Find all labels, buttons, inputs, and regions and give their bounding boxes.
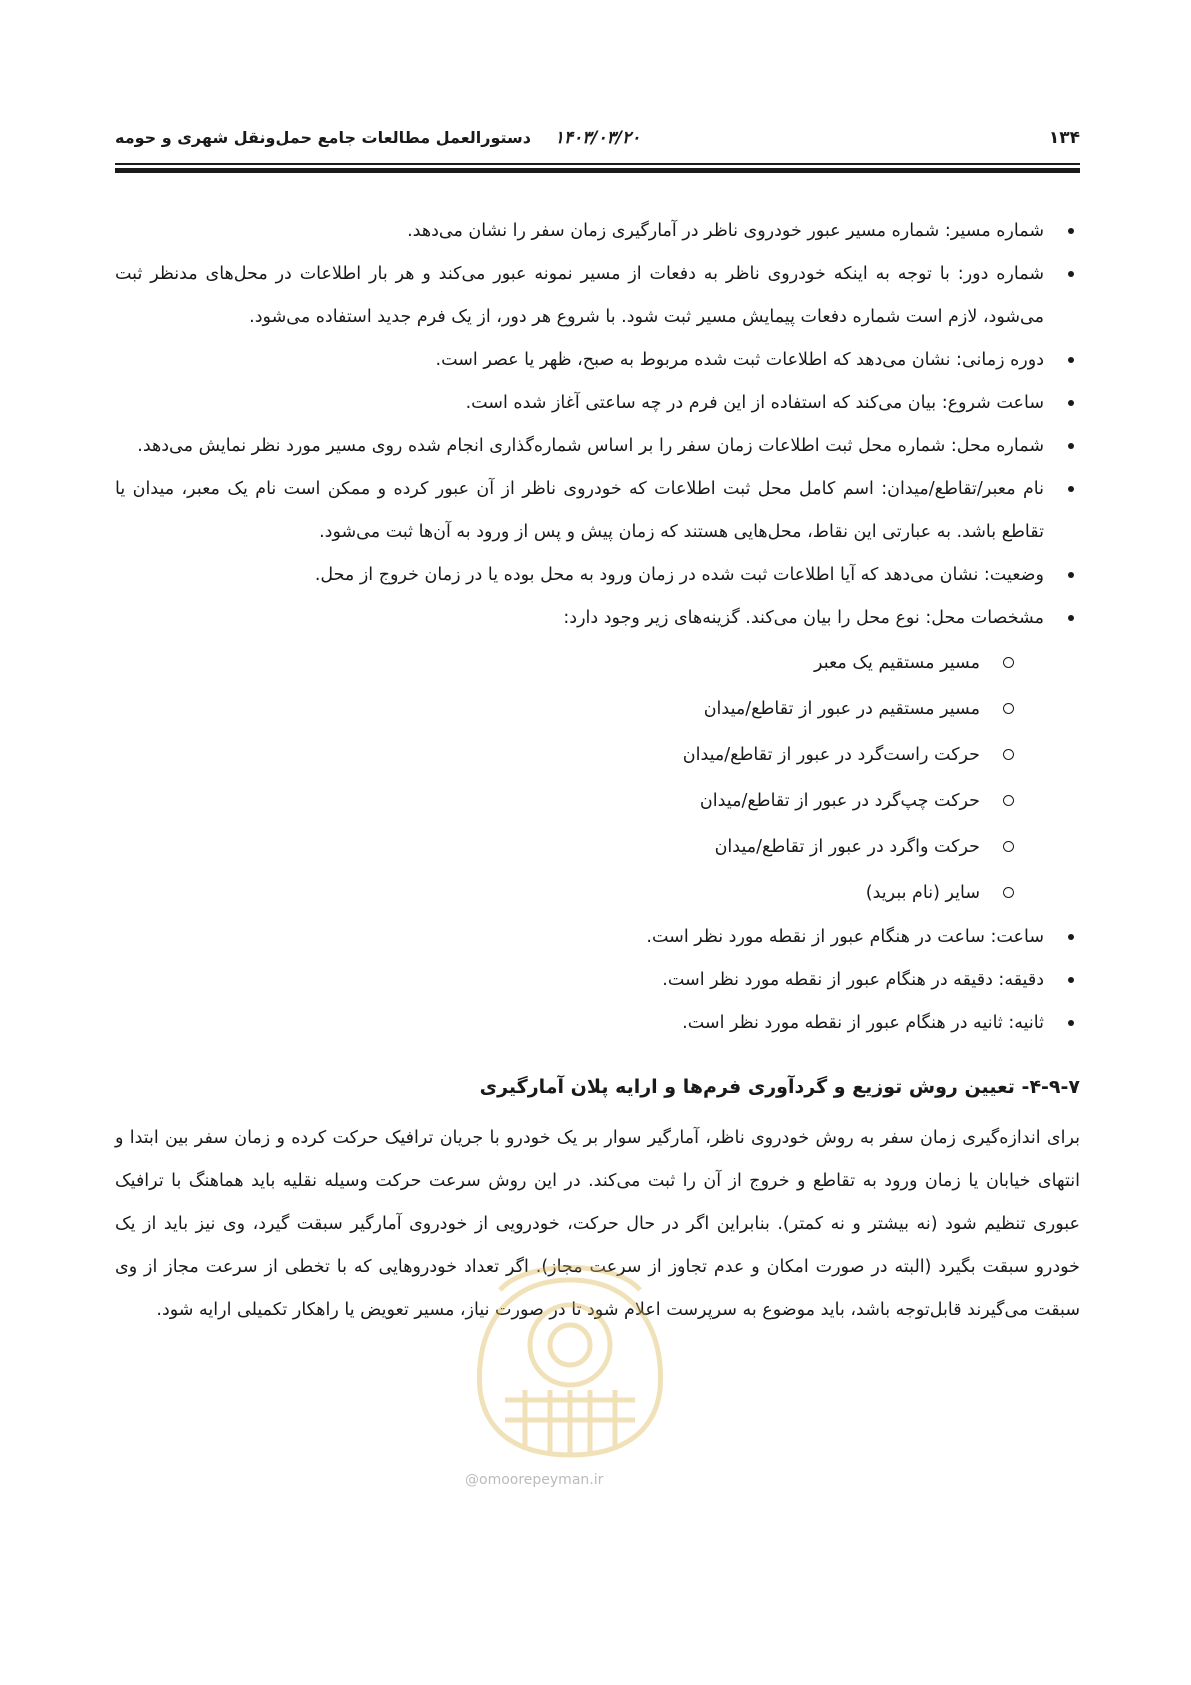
sub-list-item-text: مسیر مستقیم یک معبر: [814, 653, 980, 673]
list-item: شماره محل: شماره محل ثبت اطلاعات زمان سفر را بر اساس شماره‌گذاری انجام شده روی مسیر مورد نظر نمایش می‌دهد.: [115, 425, 1080, 468]
sub-list-item: [115, 640, 1080, 686]
section-heading: ۴-۹-۷- تعیین روش توزیع و گردآوری فرم‌ها و ارایه پلان آمارگیری: [479, 1076, 1080, 1098]
list-item: ساعت شروع: بیان می‌کند که استفاده از این فرم در چه ساعتی آغاز شده است.: [115, 382, 1080, 425]
sub-list-item-text: حرکت راست‌گرد در عبور از تقاطع/میدان: [682, 745, 980, 765]
circle-bullet-icon: [1003, 887, 1014, 898]
sub-list-item-text: مسیر مستقیم در عبور از تقاطع/میدان: [703, 699, 980, 719]
list-item: نام معبر/تقاطع/میدان: اسم کامل محل ثبت اطلاعات که خودروی ناظر از آن عبور کرده و ممکن است نام یک معبر، میدان یا تقاطع باشد. به عبارتی این نقاط، محل‌هایی هستند که زمان پیش و پس از ورود به آن‌ها ثبت می‌شود.: [115, 468, 1080, 554]
circle-bullet-icon: [1003, 703, 1014, 714]
sub-list-item: [115, 824, 1080, 870]
document-title: دستورالعمل مطالعات جامع حمل‌ونقل شهری و حومه: [115, 128, 531, 147]
list-item: وضعیت: نشان می‌دهد که آیا اطلاعات ثبت شده در زمان ورود به محل بوده یا در زمان خروج از محل.: [115, 554, 1080, 597]
sub-list-item-text: سایر (نام ببرید): [865, 883, 980, 903]
field-definitions-list: [115, 210, 1080, 640]
page-header: [115, 128, 1080, 162]
list-item: شماره مسیر: شماره مسیر عبور خودروی ناظر در آمارگیری زمان سفر را نشان می‌دهد.: [115, 210, 1080, 253]
list-item: شماره دور: با توجه به اینکه خودروی ناظر به دفعات از مسیر نمونه عبور می‌کند و هر بار اطلاعات در محل‌های مدنظر ثبت می‌شود، لازم است شماره دفعات پیمایش مسیر ثبت شود. با شروع هر دور، از یک فرم جدید استفاده می‌شود.: [115, 253, 1080, 339]
sub-list-item: [115, 686, 1080, 732]
sub-list-item: [115, 870, 1080, 916]
header-rule-thin: [115, 163, 1080, 165]
watermark-url: @omoorepeyman.ir: [465, 1472, 604, 1488]
circle-bullet-icon: [1003, 657, 1014, 668]
sub-list-item-text: حرکت چپ‌گرد در عبور از تقاطع/میدان: [699, 791, 980, 811]
list-item: مشخصات محل: نوع محل را بیان می‌کند. گزینه‌های زیر وجود دارد:: [115, 597, 1080, 640]
time-fields-list: [115, 916, 1080, 1045]
circle-bullet-icon: [1003, 795, 1014, 806]
watermark-logo-icon: [445, 1250, 695, 1480]
page-number: ۱۳۴: [1048, 128, 1080, 148]
sub-list-item: [115, 732, 1080, 778]
header-date: ۱۴۰۳/۰۳/۲۰: [554, 128, 641, 148]
circle-bullet-icon: [1003, 841, 1014, 852]
list-item: ثانیه: ثانیه در هنگام عبور از نقطه مورد نظر است.: [115, 1002, 1080, 1045]
list-item: دوره زمانی: نشان می‌دهد که اطلاعات ثبت شده مربوط به صبح، ظهر یا عصر است.: [115, 339, 1080, 382]
circle-bullet-icon: [1003, 749, 1014, 760]
sub-list-item: [115, 778, 1080, 824]
list-item: ساعت: ساعت در هنگام عبور از نقطه مورد نظر است.: [115, 916, 1080, 959]
location-type-options: [115, 640, 1080, 916]
list-item: دقیقه: دقیقه در هنگام عبور از نقطه مورد نظر است.: [115, 959, 1080, 1002]
section-paragraph: برای اندازه‌گیری زمان سفر به روش خودروی ناظر، آمارگیر سوار بر یک خودرو با جریان ترافیک حرکت کرده و زمان سفر بین ابتدا و انتهای خیابان یا زمان ورود به تقاطع و خروج از آن را ثبت می‌کند. در این روش سرعت حرکت وسیله نقلیه باید هماهنگ با ترافیک عبوری تنظیم شود (نه بیشتر و نه کمتر). بنابراین اگر در حال حرکت، خودرویی از خودروی آمارگیر سبقت گیرد، وی نیز باید از یک خودرو سبقت بگیرد (البته در صورت امکان و عدم تجاوز از سرعت مجاز). اگر تعداد خودروهایی که با تخطی از سرعت مجاز از وی سبقت می‌گیرند قابل‌توجه باشد، باید موضوع به سرپرست اعلام شود تا در صورت نیاز، مسیر تعویض یا راهکار تکمیلی ارایه شود.: [115, 1128, 1080, 1320]
sub-list-item-text: حرکت واگرد در عبور از تقاطع/میدان: [714, 837, 980, 857]
header-rule-thick: [115, 168, 1080, 173]
page-content: [115, 210, 1080, 1332]
